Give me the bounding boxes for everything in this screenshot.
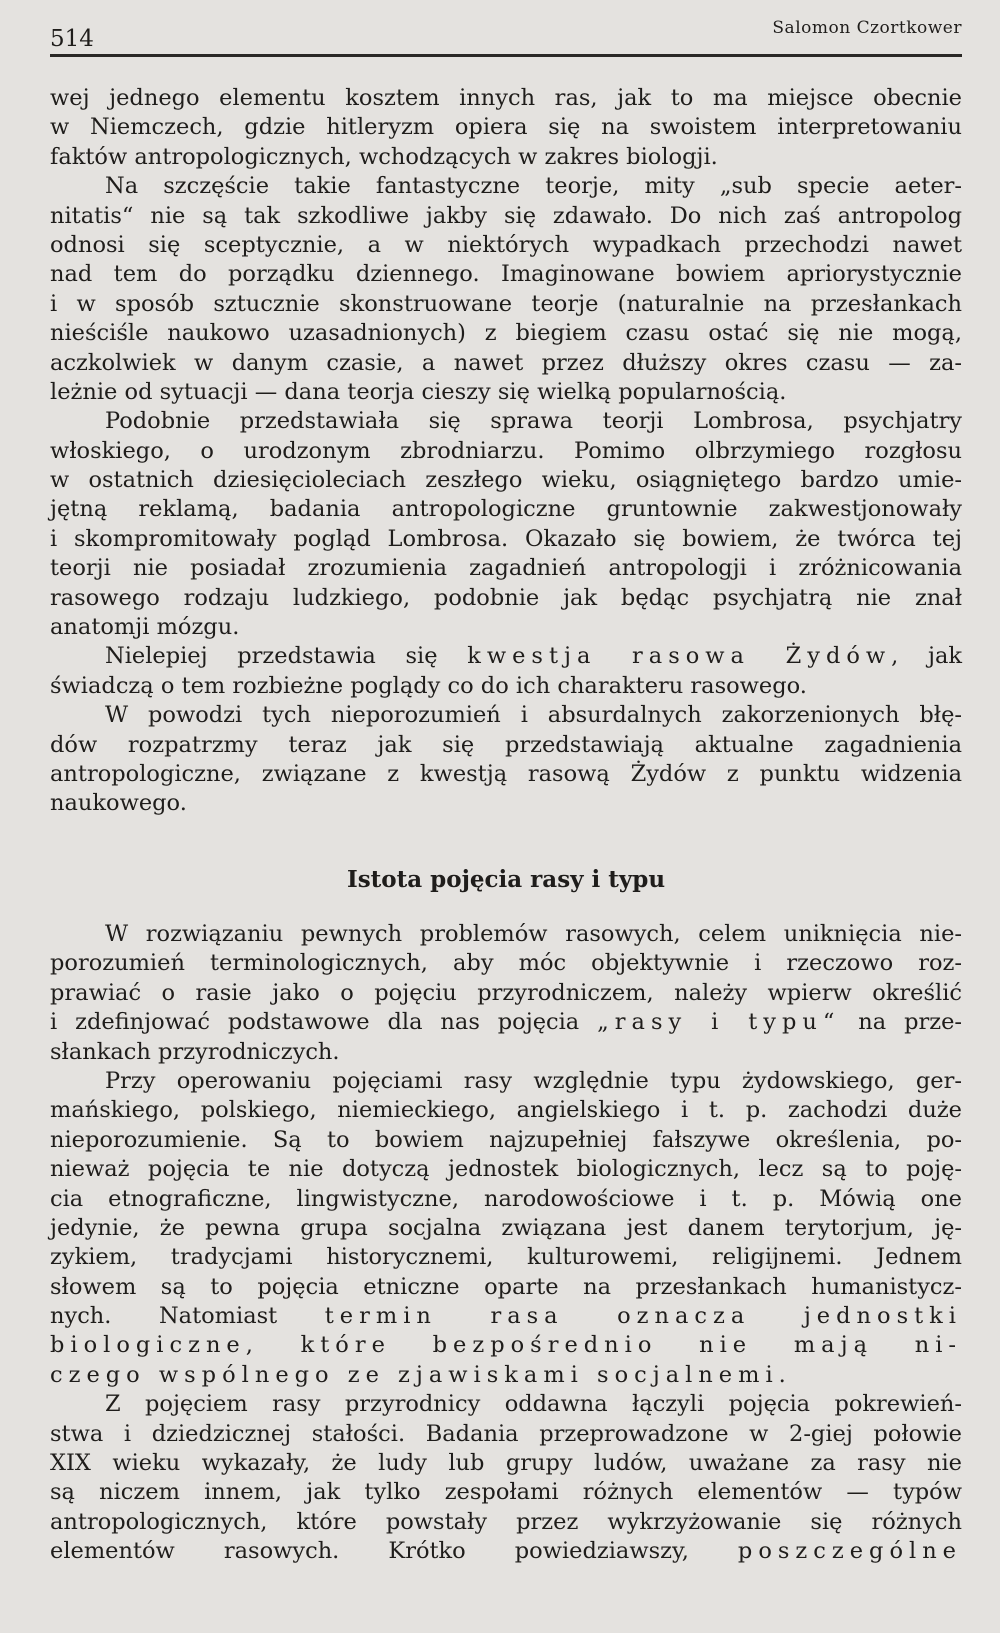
text-line: anatomji mózgu. <box>50 614 240 641</box>
spaced-emphasis: „rasy i typu“ <box>597 1009 841 1036</box>
page-header <box>50 14 962 54</box>
text-line: jętną reklamą, badania antropologiczne gruntownie zakwestjonowały <box>50 496 962 523</box>
text-line: antropologiczne, związane z kwestją rasową Żydów z punktu widzenia <box>50 760 962 787</box>
page-number: 514 <box>50 26 94 52</box>
text-line: Z pojęciem rasy przyrodnicy oddawna łączyli pojęcia pokrewień- <box>105 1391 962 1418</box>
text-line: włoskiego, o urodzonym zbrodniarzu. Pomimo olbrzymiego rozgłosu <box>50 437 962 464</box>
text-line: słowem są to pojęcia etniczne oparte na przesłankach humanistycz- <box>50 1273 962 1300</box>
header-rule <box>50 54 962 57</box>
running-head: Salomon Czortkower <box>772 18 962 38</box>
text-line: nad tem do porządku dziennego. Imaginowane bowiem apriorystycznie <box>50 261 962 288</box>
section-heading: Istota pojęcia rasy i typu <box>346 866 666 893</box>
text-line: w Niemczech, gdzie hitleryzm opiera się na swoistem interpretowaniu <box>50 114 962 141</box>
text-run: i zdefinjować podstawowe dla nas pojęcia <box>50 1009 598 1036</box>
text-line: świadczą o tem rozbieżne poglądy co do ich charakteru rasowego. <box>50 672 807 699</box>
body-text-top <box>50 84 962 819</box>
text-line: nieważ pojęcia te nie dotyczą jednostek biologicznych, lecz są to poję- <box>50 1156 962 1183</box>
spaced-emphasis: termin rasa oznacza jednostki <box>324 1303 962 1330</box>
text-line: cia etnograficzne, lingwistyczne, narodowościowe i t. p. Mówią one <box>50 1185 962 1212</box>
text-line: Podobnie przedstawiała się sprawa teorji Lombrosa, psychjatry <box>105 408 962 435</box>
text-line: W powodzi tych nieporozumień i absurdalnych zakorzenionych błę- <box>105 702 962 729</box>
text-line <box>50 1302 962 1331</box>
text-line <box>50 642 962 671</box>
text-line: nitatis“ nie są tak szkodliwe jakby się zdawało. Do nich zaś antropolog <box>50 202 962 229</box>
text-line: naukowego. <box>50 790 187 817</box>
text-line: i skompromitowały pogląd Lombrosa. Okazało się bowiem, że twórca tej <box>50 525 962 552</box>
text-line: aczkolwiek w danym czasie, a nawet przez dłuższy okres czasu — za- <box>50 349 962 376</box>
text-line: porozumień terminologicznych, aby móc objektywnie i rzeczowo roz- <box>50 950 962 977</box>
text-line: nieporozumienie. Są to bowiem najzupełniej fałszywe określenia, po- <box>50 1126 962 1153</box>
text-line: teorji nie posiadał zrozumienia zagadnień antropologji i zróżnicowania <box>50 555 962 582</box>
text-line: prawiać o rasie jako o pojęciu przyrodniczem, należy wpierw określić <box>50 979 962 1006</box>
text-run: na prze- <box>840 1009 962 1036</box>
text-run: nych. Natomiast <box>50 1303 325 1330</box>
text-line <box>50 1537 962 1566</box>
text-line: XIX wieku wykazały, że ludy lub grupy ludów, uważane za rasy nie <box>50 1450 962 1477</box>
text-line: są niczem innem, jak tylko zespołami różnych elementów — typów <box>50 1479 962 1506</box>
text-line: dów rozpatrzmy teraz jak się przedstawiają aktualne zagadnienia <box>50 731 962 758</box>
text-line: jedynie, że pewna grupa socjalna związana jest danem terytorjum, ję- <box>50 1214 962 1241</box>
text-line: leżnie od sytuacji — dana teorja cieszy się wielką popularnością. <box>50 378 787 405</box>
text-run: Nielepiej przedstawia się <box>105 643 468 670</box>
text-line: Przy operowaniu pojęciami rasy względnie typu żydowskiego, ger- <box>105 1067 962 1094</box>
spaced-emphasis: kwestja rasowa Żydów <box>467 643 892 670</box>
text-line: stwa i dziedzicznej stałości. Badania przeprowadzone w 2-giej połowie <box>50 1420 962 1447</box>
text-line: wej jednego elementu kosztem innych ras, jak to ma miejsce obecnie <box>50 85 962 111</box>
text-line: nieściśle naukowo uzasadnionych) z biegiem czasu ostać się nie mogą, <box>50 320 962 347</box>
text-line: czego wspólnego ze zjawiskami socjalnemi. <box>50 1361 792 1388</box>
text-line: Na szczęście takie fantastyczne teorje, mity „sub specie aeter- <box>105 173 962 200</box>
text-line: słankach przyrodniczych. <box>50 1038 340 1065</box>
text-line: odnosi się sceptycznie, a w niektórych wypadkach przechodzi nawet <box>50 231 962 258</box>
text-line: w ostatnich dziesięcioleciach zeszłego wieku, osiągniętego bardzo umie- <box>50 467 962 494</box>
text-line: antropologicznych, które powstały przez wykrzyżowanie się różnych <box>50 1508 962 1535</box>
spaced-emphasis: poszczególne <box>737 1538 962 1565</box>
body-text-bottom <box>50 920 962 1567</box>
text-line: biologiczne, które bezpośrednio nie mają ni- <box>50 1332 962 1359</box>
text-line <box>50 1008 962 1037</box>
text-line: W rozwiązaniu pewnych problemów rasowych, celem uniknięcia nie- <box>105 921 962 947</box>
text-line: mańskiego, polskiego, niemieckiego, angielskiego i t. p. zachodzi duże <box>50 1097 962 1124</box>
text-line: i w sposób sztucznie skonstruowane teorje (naturalnie na przesłankach <box>50 290 962 317</box>
text-run: , jak <box>891 643 962 670</box>
text-run: elementów rasowych. Krótko powiedziawszy, <box>50 1538 738 1565</box>
text-line: zykiem, tradycjami historycznemi, kulturowemi, religijnemi. Jednem <box>50 1244 962 1271</box>
text-line: faktów antropologicznych, wchodzących w zakres biologji. <box>50 143 718 170</box>
text-line: rasowego rodzaju ludzkiego, podobnie jak będąc psychjatrą nie znał <box>50 584 962 611</box>
